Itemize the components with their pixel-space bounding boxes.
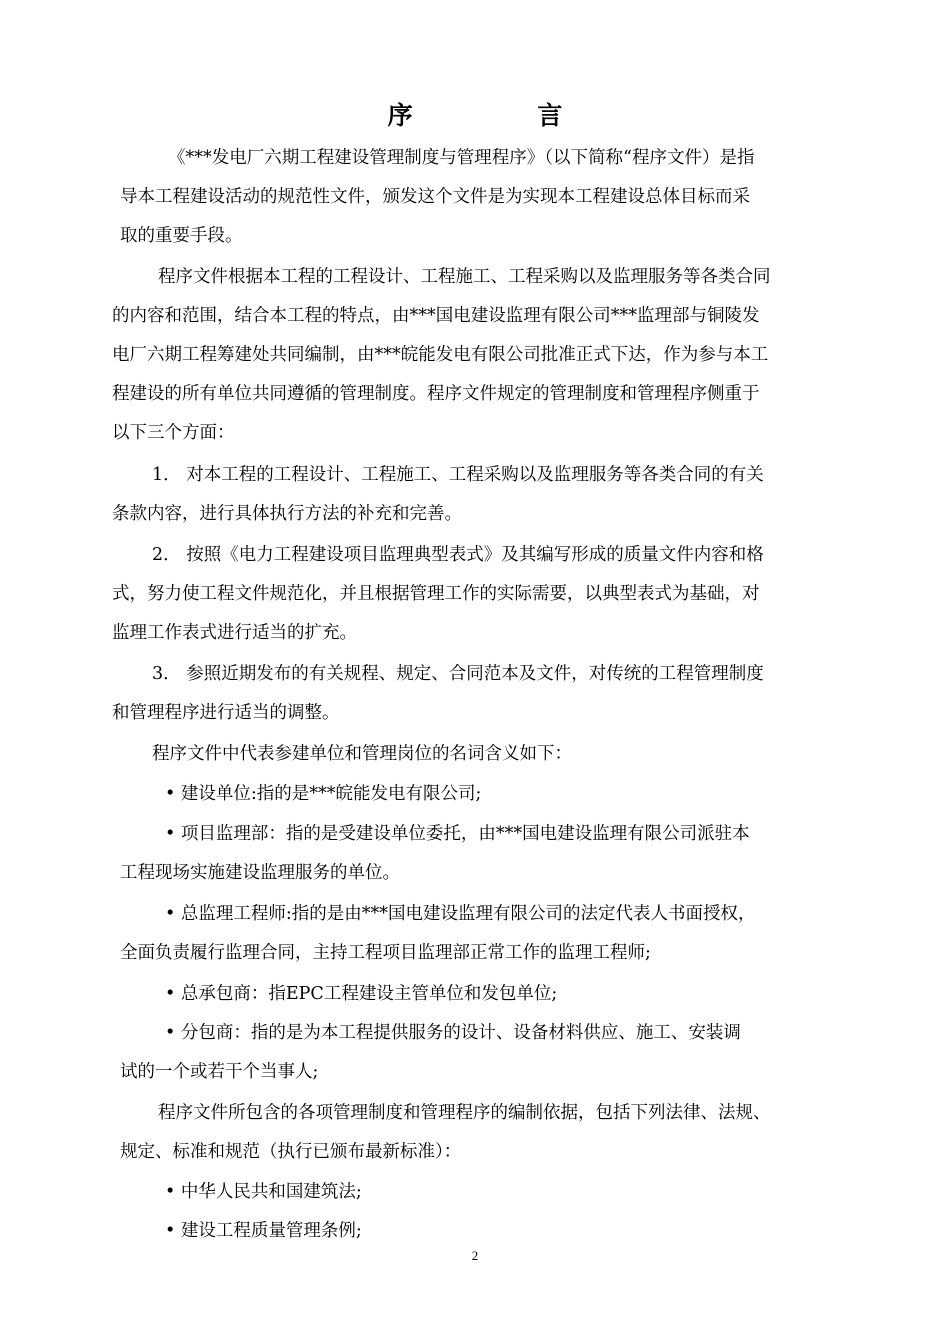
text-line: 监理工作表式进行适当的扩充。: [112, 623, 357, 643]
text-line: 规定、标准和规范（执行已颁布最新标准）：: [120, 1142, 462, 1162]
text-line: 《***发电厂六期工程建设管理制度与管理程序》（以下简称“程序文件）是指: [168, 148, 755, 168]
list-item: 3． 参照近期发布的有关规程、规定、合同范本及文件，对传统的工程管理制度: [152, 664, 764, 684]
text-line: 全面负责履行监理合同，主持工程项目监理部正常工作的监理工程师;: [120, 943, 651, 963]
text-line: 电厂六期工程筹建处共同编制，由***皖能发电有限公司批准正式下达，作为参与本工: [112, 345, 769, 365]
bullet-item: • 项目监理部：指的是受建设单位委托，由***国电建设监理有限公司派驻本: [165, 824, 750, 844]
text-line: 条款内容，进行具体执行方法的补充和完善。: [112, 504, 462, 524]
bullet-item: • 分包商：指的是为本工程提供服务的设计、设备材料供应、施工、安装调: [165, 1023, 741, 1043]
bullet-item: • 建设单位:指的是***皖能发电有限公司;: [165, 784, 482, 804]
bullet-item: • 中华人民共和国建筑法;: [165, 1182, 362, 1202]
list-item: 2． 按照《电力工程建设项目监理典型表式》及其编写形成的质量文件内容和格: [152, 545, 764, 565]
text-line: 以下三个方面：: [112, 423, 235, 443]
text-line: 程建设的所有单位共同遵循的管理制度。程序文件规定的管理制度和管理程序侧重于: [112, 384, 760, 404]
text-line: 取的重要手段。: [120, 226, 243, 246]
bullet-item: • 总承包商：指EPC工程建设主管单位和发包单位;: [165, 984, 558, 1004]
text-line: 程序文件所包含的各项管理制度和管理程序的编制依据，包括下列法律、法规、: [158, 1103, 771, 1123]
text-line: 试的一个或若干个当事人;: [120, 1062, 319, 1082]
page-number: 2: [471, 1248, 479, 1263]
text-line: 的内容和范围，结合本工程的特点，由***国电建设监理有限公司***监理部与铜陵发: [112, 306, 760, 326]
page-title: 序 言: [387, 101, 621, 130]
text-line: 工程现场实施建设监理服务的单位。: [120, 863, 400, 883]
text-line: 式，努力使工程文件规范化，并且根据管理工作的实际需要，以典型表式为基础，对: [112, 584, 760, 604]
text-line: 和管理程序进行适当的调整。: [112, 703, 340, 723]
list-item: 1． 对本工程的工程设计、工程施工、工程采购以及监理服务等各类合同的有关: [152, 465, 764, 485]
bullet-item: • 总监理工程师:指的是由***国电建设监理有限公司的法定代表人书面授权，: [165, 904, 756, 924]
bullet-item: • 建设工程质量管理条例;: [165, 1221, 362, 1241]
text-line: 导本工程建设活动的规范性文件，颁发这个文件是为实现本工程建设总体目标而采: [120, 187, 750, 207]
text-line: 程序文件中代表参建单位和管理岗位的名词含义如下：: [152, 744, 572, 764]
text-line: 程序文件根据本工程的工程设计、工程施工、工程采购以及监理服务等各类合同: [158, 267, 771, 287]
